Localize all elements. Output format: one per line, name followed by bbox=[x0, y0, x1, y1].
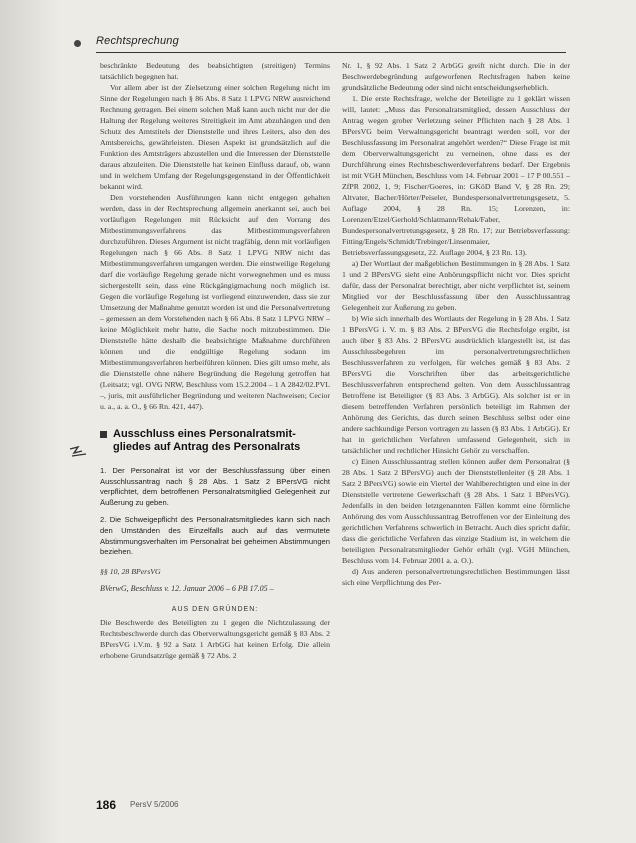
right-column bbox=[342, 60, 570, 588]
section-header-label: Rechtsprechung bbox=[96, 35, 179, 47]
right-paragraph: Nr. 1, § 92 Abs. 1 Satz 2 ArbGG greift nicht durch. Die in der Beschwerdebegründung aufgeworfenen Rechtsfragen haben keine grundsätzliche Bedeutung oder sind nicht entscheidungserheblich. bbox=[342, 61, 570, 92]
section-bullet-icon bbox=[100, 431, 107, 438]
right-paragraph: a) Der Wortlaut der maßgeblichen Bestimmungen in § 28 Abs. 1 Satz 1 und 2 BPersVG sieht eine Anhörungspflicht nicht vor. Dies spricht dafür, dass der Personalrat berechtigt, aber nicht verpflichtet ist, seinem Mitglied vor der Beschlussfassung über den Ausschlussantrag Gelegenheit zur Äußerung zu geben. bbox=[342, 259, 570, 312]
headnote-2: 2. Die Schweigepflicht des Personalratsmitgliedes kann sich nach den Umständen des Einzelfalls auch auf das vermutete Abstimmungsverhalten im Personalrat bei geheimen Abstimmungen beziehen. bbox=[100, 515, 330, 557]
grounds-heading: AUS DEN GRÜNDEN: bbox=[171, 605, 259, 613]
statute-citation: §§ 10, 28 BPersVG bbox=[100, 566, 161, 576]
right-paragraph: b) Wie sich innerhalb des Wortlauts der Regelung in § 28 Abs. 1 Satz 1 BPersVG i. V. m. § 83 Abs. 2 BPersVG die Rechtsfolge ergibt, ist auch über § 83 Abs. 2 BPersVG ausdrücklich klargestellt ist, ist das Ausschlussbegehren im personalvertretungsrechtlichen Beschlussverfahren zu verfolgen, für welches gemäß § 83 Abs. 2 BPersVG die Vorschriften über das arbeitsgerichtliche Beschlussverfahren entsprechend gelten. Von dem Ausschlussantrag Betroffene ist Beteiligter (§ 83 Abs. 3 ArbGG). Als solcher ist er in diesem betreffenden Verfahren persönlich beteiligt im Rahmen der Anhörung des Gerichts, das durch seinen Beschluss selbst oder eine andere sachkundige Person vortragen zu lassen (§ 83 Abs. 1 ArbGG). Er hat in gerichtlichen Verfahren umfassend Gelegenheit, sich in tatsächlicher und rechtlicher Hinsicht Gehör zu verschaffen. bbox=[342, 314, 570, 455]
header-bullet-icon bbox=[74, 40, 81, 47]
left-column bbox=[100, 60, 330, 661]
left-paragraph: Den vorstehenden Ausführungen kann nicht entgegen gehalten werden, dass in der Rechtsprechung allgemein anerkannt sei, auch bei vorläufigen Regelungen mit Rücksicht auf den Vorrang des Mitbestimmungsverfahrens das Mitbestimmungsverfahren durchzuführen. Dieses Argument ist nicht tragfähig, denn mit vorläufigen Regelungen nach § 66 Abs. 8 Satz 1 LPVG NRW nicht das Mitbestimmungsverfahren umgangen werden. Die einstweilige Regelung darf die vorläufige Regelung gerade nicht vorwegnehmen und es muss sichergestellt sein, dass eine Rückgängigmachung noch möglich ist. Gegen die vorläufige Regelung ist vorliegend einzuwenden, dass sie zur Umsetzung der Maßnahme genutzt worden ist und die Personalvertretung – gemessen an dem Vorstehenden nach § 66 Abs. 8 Satz 1 LPVG NRW – keine Möglichkeit mehr hatte, die Sache noch mitzubestimmen. Die Dienststelle hätte deshalb die beabsichtigte Maßnahme durchführen können und die endgültige Regelung sodann im Mitbestimmungsverfahren herbeiführen können. Dies gilt umso mehr, als die Dienststelle ohne nähere Begründung die Regelung getroffen hat (Leitsatz; vgl. OVG NRW, Beschluss vom 15.2.2004 – 1 A 2842/02.PVL –, juris, mit ausführlicher Begründung und weiteren Nachweisen; Cecior u. a., a. a. O., § 66 Rn. 421, 447). bbox=[100, 193, 330, 411]
page-number: 186 bbox=[96, 798, 117, 812]
left-paragraph: beschränkte Bedeutung des beabsichtigten (streitigen) Termins tatsächlich begegnen hat. bbox=[100, 61, 330, 81]
handwritten-margin-mark-icon bbox=[68, 445, 90, 459]
right-paragraph: d) Aus anderen personalvertretungsrechtlichen Bestimmungen lässt sich eine Verpflichtung des Per- bbox=[342, 567, 570, 587]
headnote-1: 1. Der Personalrat ist vor der Beschlussfassung über einen Ausschlussantrag nach § 28 Abs. 1 Satz 2 BPersVG nicht verpflichtet, dem betroffenen Personalratsmitglied Gelegenheit zur Äußerung zu geben. bbox=[100, 466, 330, 507]
grounds-paragraph: Die Beschwerde des Beteiligten zu 1 gegen die Nichtzulassung der Rechtsbeschwerde durch das Oberverwaltungsgericht gemäß § 83 Abs. 2 BPersVG i.V.m. § 92 a Satz 1 ArbGG hat keinen Erfolg. Die allein erhobene Grundsatzrüge gemäß § 72 Abs. 2 bbox=[100, 617, 330, 660]
header-divider bbox=[96, 52, 566, 53]
page-edge-shadow bbox=[0, 0, 60, 843]
court-ruling-reference: BVerwG, Beschluss v. 12. Januar 2006 – 6 PB 17.05 – bbox=[100, 583, 274, 593]
left-paragraph: Vor allem aber ist der Zielsetzung einer solchen Regelung nicht im Sinne der Regelungen nach § 86 Abs. 8 Satz 1 LPVG NRW ausreichend Rechnung getragen. Bei einem solchen Maß kann auch nicht nur der die Haltung der Regelung weiteres Streitigkeit im Amt abzuhängen und den Schutz des Amtstitels der Dienststelle und ihres Leiters, also den des Amtsbereichs, gewährleisten. Diesen Aspekt ist grundsätzlich auf die Funktion des Amtsträgers abzustellen und die Interessen der Dienststelle daraus abzuleiten. Die Dienststelle hat keinen Einfluss darauf, ob, wann und in welchem Umfang der Regelungsgegenstand in der Öffentlichkeit bekannt wird. bbox=[100, 83, 330, 191]
section-title-line1: Ausschluss eines Personalratsmit- bbox=[113, 428, 296, 440]
section-title bbox=[100, 428, 330, 454]
section-title-line2: gliedes auf Antrag des Personalrats bbox=[113, 441, 301, 453]
journal-reference: PersV 5/2006 bbox=[130, 800, 179, 809]
right-paragraph: c) Einen Ausschlussantrag stellen können außer dem Personalrat (§ 28 Abs. 1 Satz 2 BPersVG) auch der Dienststellenleiter (§ 28 Abs. 1 Satz 2 BPersVG) sowie ein Viertel der Wahlberechtigten und eine in der Dienststelle vertretene Gewerkschaft (§ 28 Abs. 1 Satz 1 BPersVG). Jedenfalls in den beiden letztgenannten Fällen kommt eine förmliche Anhörung des vom Ausschlussantrag Betroffenen vor der Einleitung des gerichtlichen Verfahrens schwerlich in Betracht. Auch dies spricht dafür, dass die gerichtliche Verfahren das einzige Stadium ist, in welchem die beteiligten Personalratsmitglieder Gehör erhält (vgl. VGH München, Beschluss vom 14. Februar 2001 a. a. O.). bbox=[342, 457, 570, 565]
right-paragraph: 1. Die erste Rechtsfrage, welche der Beteiligte zu 1 geklärt wissen will, lautet: „Muss das Personalratsmitglied, dessen Ausschluss der Antrag wegen grober Verletzung seiner Pflichten nach § 28 Abs. 1 BPersVG beim Verwaltungsgericht beantragt werden soll, vor der Beschlussfassung im Personalrat angehört werden?“ Diese Frage ist mit dem Oberverwaltungsgericht zu verneinen, ohne dass es der Durchführung eines Rechtsbeschwerdeverfahrens bedarf. Der Ergebnis ist mit VGH München, Beschluss vom 14. Februar 2001 – 17 P 00.551 – ZfPR 2002, 1, 9; Fischer/Goeres, in: GKöD Band V, § 28 Rn. 29; Altvater, Bacher/Hörter/Peiseler, Bundespersonalvertretungsgesetz, 5. Auflage 2004, § 28 Rn. 15; Lorenzen, in: Lorenzen/Etzel/Gerhold/Schlatmann/Rehak/Faber, Bundespersonalvertretungsgesetz, § 28 Rn. 17; zur Betriebsverfassung: Fitting/Engels/Schmidt/Trebinger/Linsenmaier, Betriebsverfassungsgesetz, 22. Auflage 2004, § 23 Rn. 13). bbox=[342, 94, 570, 257]
